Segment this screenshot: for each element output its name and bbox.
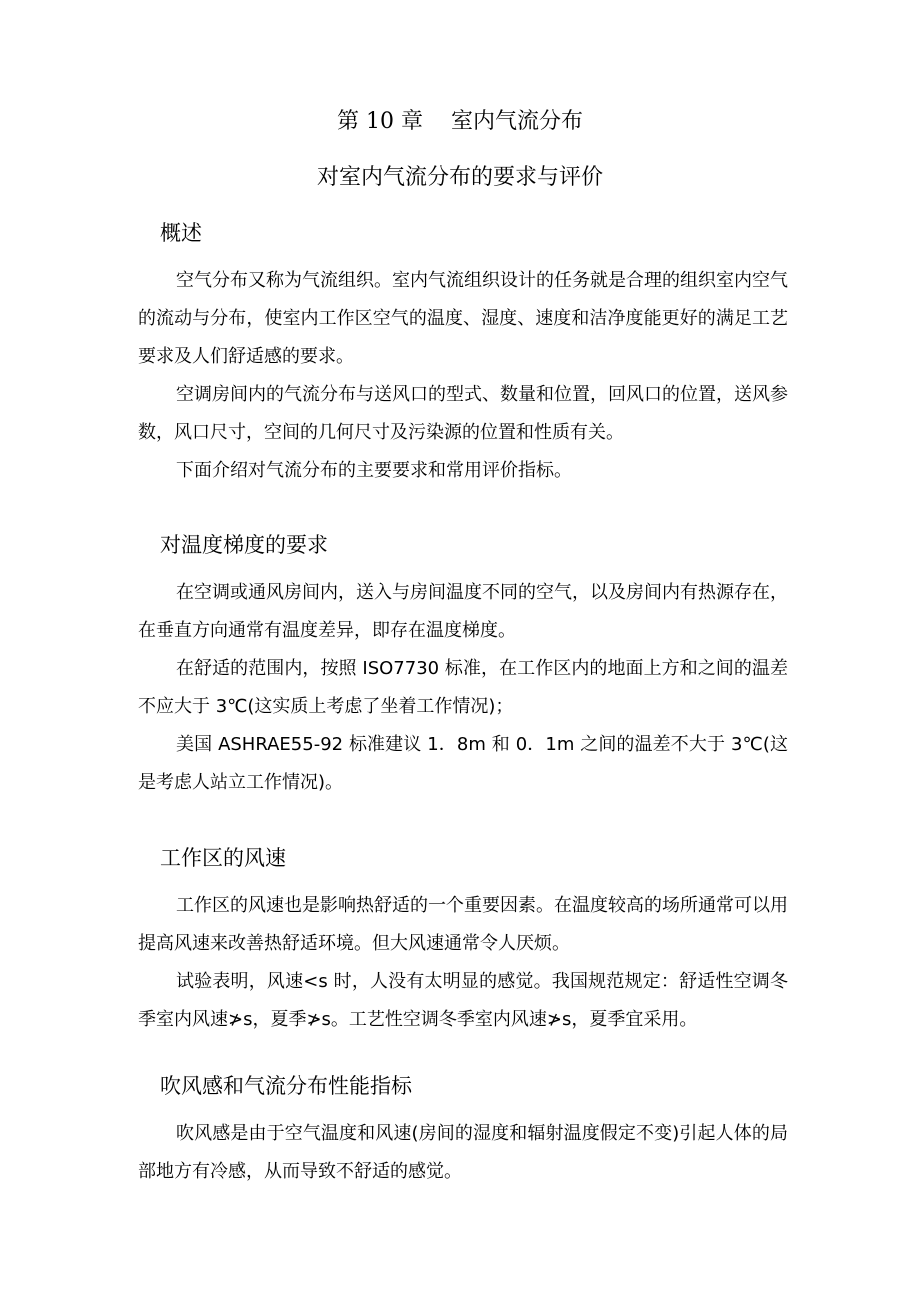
section-overview: [138, 218, 788, 490]
paragraph: 试验表明，风速<s 时，人没有太明显的感觉。我国规范规定：舒适性空调冬季室内风速≯s，夏季≯s。工艺性空调冬季室内风速≯s，夏季宜采用。: [138, 971, 788, 1030]
section-heading: 对温度梯度的要求: [160, 533, 328, 557]
document-subtitle: 对室内气流分布的要求与评价: [316, 165, 603, 190]
paragraph: 在空调或通风房间内，送入与房间温度不同的空气，以及房间内有热源存在，在垂直方向通常有温度差异，即存在温度梯度。: [138, 582, 788, 641]
section-heading: 概述: [160, 221, 202, 245]
paragraph: 空调房间内的气流分布与送风口的型式、数量和位置，回风口的位置，送风参数，风口尺寸，空间的几何尺寸及污染源的位置和性质有关。: [138, 384, 788, 443]
paragraph: 工作区的风速也是影响热舒适的一个重要因素。在温度较高的场所通常可以用提高风速来改善热舒适环境。但大风速通常令人厌烦。: [138, 895, 788, 954]
chapter-title: 第 10 章 室内气流分布: [337, 109, 583, 134]
paragraph: 在舒适的范围内，按照 ISO7730 标准，在工作区内的地面上方和之间的温差不应大于 3℃(这实质上考虑了坐着工作情况)；: [138, 658, 788, 717]
section-heading: 吹风感和气流分布性能指标: [160, 1074, 412, 1098]
section-heading: 工作区的风速: [160, 846, 286, 870]
paragraph: 美国 ASHRAE55-92 标准建议 1．8m 和 0．1m 之间的温差不大于 3℃(这是考虑人站立工作情况)。: [138, 734, 788, 793]
section-draft-sensation: [138, 1071, 788, 1191]
paragraph: 吹风感是由于空气温度和风速(房间的湿度和辐射温度假定不变)引起人体的局部地方有冷感，从而导致不舒适的感觉。: [138, 1123, 788, 1182]
paragraph: 下面介绍对气流分布的主要要求和常用评价指标。: [176, 460, 572, 481]
section-temperature-gradient: [138, 530, 788, 802]
paragraph: 空气分布又称为气流组织。室内气流组织设计的任务就是合理的组织室内空气的流动与分布，使室内工作区空气的温度、湿度、速度和洁净度能更好的满足工艺要求及人们舒适感的要求。: [138, 270, 788, 367]
section-work-zone-air-speed: [138, 843, 788, 1039]
